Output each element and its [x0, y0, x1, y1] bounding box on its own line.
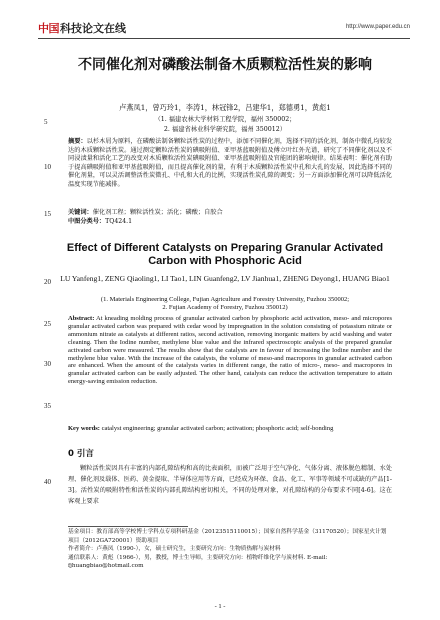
- page-number: - 1 -: [214, 603, 226, 610]
- footnotes: [68, 528, 392, 571]
- keywords-cn: [68, 209, 392, 218]
- site-url[interactable]: http://www.paper.edu.cn: [345, 24, 410, 30]
- paper-title-en: Effect of Different Catalysts on Preparing Granular Activated Carbon with Phosphoric Acid: [66, 242, 384, 267]
- authors-cn: 卢燕凤1，曾巧玲1，李涛1，林冠锋2，吕建华1，郑德勇1，黄彪1: [119, 103, 331, 112]
- line-number: 40: [44, 478, 51, 486]
- abstract-en-label: Abstract:: [68, 315, 95, 322]
- logo-mark: 中国: [38, 22, 59, 35]
- logo-text: 科技论文在线: [60, 22, 126, 35]
- keywords-en: [68, 425, 392, 433]
- affiliations-en: [60, 296, 390, 312]
- line-number: 5: [44, 118, 48, 126]
- affiliation-line: 2. 福建省林业科学研究院，福州 350012）: [163, 125, 287, 133]
- keywords-cn-label: 关键词：: [68, 209, 93, 216]
- line-number: 30: [44, 360, 51, 368]
- page-header: [38, 20, 410, 38]
- affiliation-line: （1. 福建农林大学材料工程学院，福州 350002；: [154, 116, 296, 123]
- footnote-author: 作者简介：卢燕凤（1990-），女，硕士研究生，主要研究方向：生物质热解与炭材料: [68, 546, 281, 553]
- line-number: 35: [44, 402, 51, 410]
- abstract-cn-text: 以杉木屑为原料，在磷酸法制备颗粒活性炭的过程中，添加不同催化剂，选择不同的活化剂，制备中微孔均较发达的木质颗粒活性炭。通过测定颗粒活性炭的碘吸附值、亚甲基蓝吸附值及傅立叶红外光谱，研究了不同催化剂以及不同浸渍量和活化工艺的改变对木质颗粒活性炭碘吸附值、亚甲基蓝吸附值及官能团的影响规律。结果表明：催化剂有助于提高碘吸附值和亚甲基蓝吸附值，而且提高催化剂的量，有利于木质颗粒活性炭中孔和大孔的发展，因此选择不同的催化剂量，可以灵活调整活性炭微孔、中孔和大孔的比例，实现活性炭孔隙的调变；另一方面添加催化剂可以降低活化温度实现节能减排。: [68, 138, 393, 188]
- line-number: 15: [44, 210, 51, 218]
- footnote-rule: [68, 526, 188, 527]
- abstract-en-text: At kneading molding process of granular activated carbon by phosphoric acid activation, meso- and micropores granular activated carbon was prepared with cedar wood by impregnation in the solution consisting of potassium nitrate or ammonium nitrate as catalysts at different ratios, second activation, removing inorganic matters by acid washing and water cleaning. Then the Iodine number, methylene blue value and the infrared spectroscopic analysis of the prepared granular activated carbon were measured. The results show that the catalysts are in favour of increasing the Iodine number and the methylene blue value. With the increase of the catalysts, the volume of meso-and macropores in granular activated carbon are enhanced. When the amount of the catalysts varies in different range, the ratio of micro-, meso- and macropores in granular activated carbon can be easily adjusted. The other hand, catalysts can reduce the activation temperature to attain energy-saving emission reduction.: [68, 315, 392, 386]
- header-rule: [38, 38, 410, 39]
- footnote-funding: 基金项目：教育部高等学校博士学科点专项科研基金（20123515110015）；国家自然科学基金（31170520）；国家星火计划项目（2012GA720001）资助项目: [68, 529, 387, 544]
- abstract-cn: [68, 138, 392, 190]
- clc-cn: [68, 218, 392, 227]
- line-number: 25: [44, 320, 51, 328]
- abstract-cn-label: 摘要：: [68, 138, 87, 145]
- clc-cn-label: 中图分类号：: [68, 218, 106, 225]
- abstract-en: [68, 315, 392, 386]
- affiliations-cn: [60, 115, 390, 134]
- keywords-cn-text: 催化剂工程；颗粒活性炭；活化；磷酸；自胶合: [92, 209, 223, 216]
- affiliation-line: 2. Fujian Academy of Forestry, Fuzhou 350012): [162, 304, 288, 312]
- clc-cn-text: TQ424.1: [105, 218, 133, 225]
- footnote-corresponding: 通信联系人：黄彪（1966-），男，教授，博士生导师，主要研究方向：植物纤维化学与炭材料. E-mail: fjhuangbiao@hotmail.com: [68, 554, 328, 570]
- line-number: 10: [44, 163, 51, 171]
- affiliation-line: (1. Materials Engineering College, Fujian Agriculture and Forestry University, Fuzhou 350002;: [100, 296, 350, 303]
- line-number: 20: [44, 278, 51, 286]
- intro-paragraph: 颗粒活性炭因具有丰富的内部孔隙结构和高的比表面积，而被广泛用于空气净化、气体分离、液体脱色精制、水处理、催化剂及载体、医药、黄金提取、半导体应用等方面，已经成为环保、食品、化工、军事等领域不可或缺的产品[1-3]。活性炭的吸附特性和活性炭的内部孔隙结构密切相关，不同的处理对象，对孔隙结构的分布要求不同[4-6]。这在客观上要求: [68, 465, 393, 505]
- section-heading-intro: 0 引言: [68, 449, 94, 459]
- keywords-en-text: catalyst engineering; granular activated carbon; activation; phosphoric acid; self-bonding: [101, 425, 334, 432]
- authors-en: LU Yanfeng1, ZENG Qiaoling1, LI Tao1, LIN Guanfeng2, LV Jianhua1, ZHENG Deyong1, HUANG Biao1: [60, 274, 390, 283]
- keywords-en-label: Key words:: [68, 425, 100, 432]
- paper-title-cn: 不同催化剂对磷酸法制备木质颗粒活性炭的影响: [78, 57, 372, 73]
- site-logo[interactable]: [38, 20, 126, 36]
